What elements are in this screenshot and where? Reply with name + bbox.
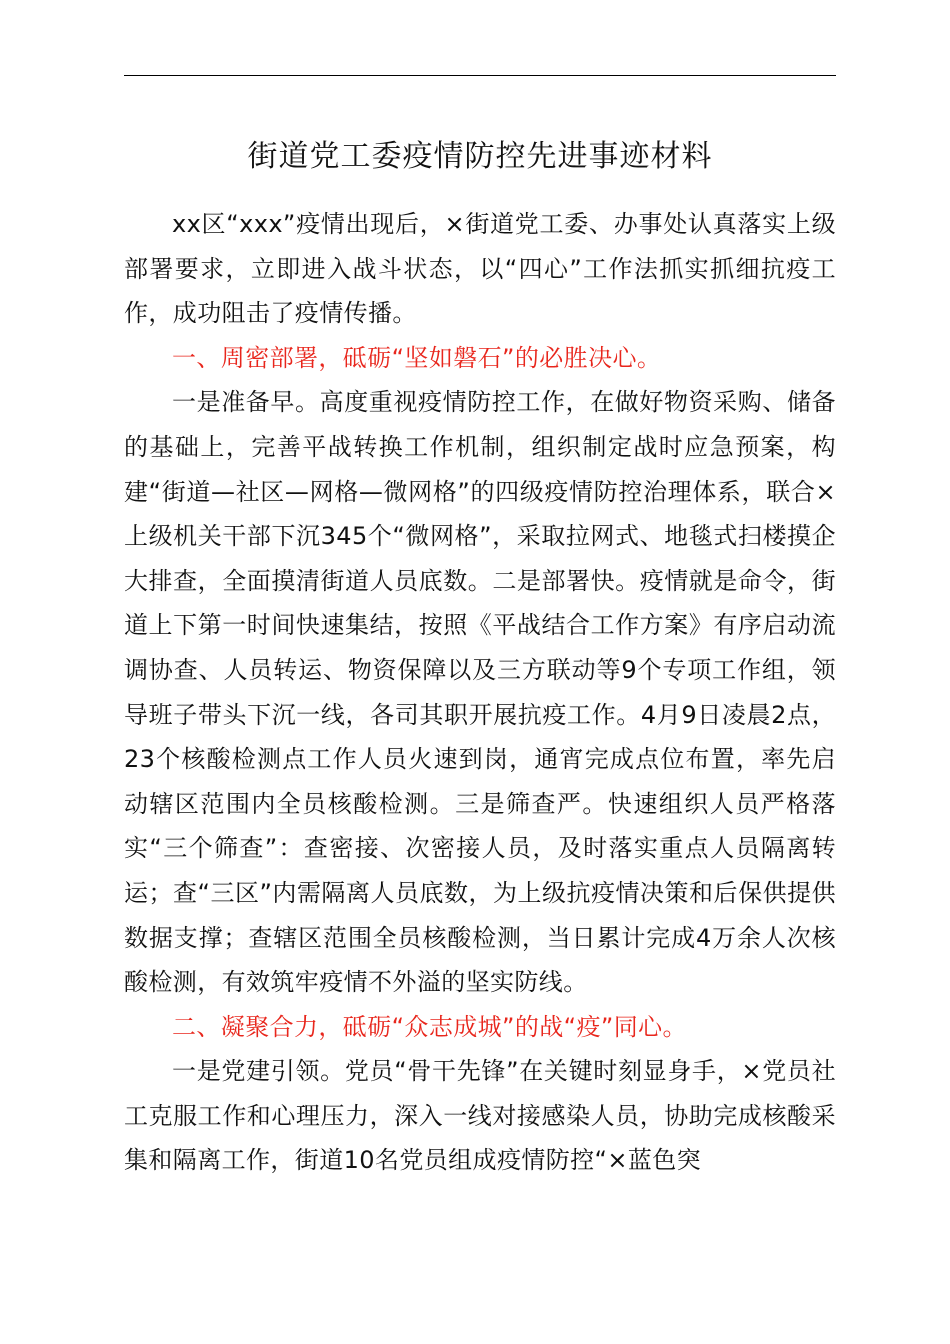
document-body bbox=[124, 202, 836, 1183]
section-heading-2: 二、凝聚合力，砥砺“众志成城”的战“疫”同心。 bbox=[172, 1012, 687, 1041]
section-1-paragraph: 一是准备早。高度重视疫情防控工作，在做好物资采购、储备的基础上，完善平战转换工作机制，组织制定战时应急预案，构建“街道—社区—网格—微网格”的四级疫情防控治理体系，联合×上级机关干部下沉345个“微网格”，采取拉网式、地毯式扫楼摸企大排查，全面摸清街道人员底数。二是部署快。疫情就是命令，街道上下第一时间快速集结，按照《平战结合工作方案》有序启动流调协查、人员转运、物资保障以及三方联动等9个专项工作组，领导班子带头下沉一线，各司其职开展抗疫工作。4月9日凌晨2点，23个核酸检测点工作人员火速到岗，通宵完成点位布置，率先启动辖区范围内全员核酸检测。三是筛查严。快速组织人员严格落实“三个筛查”：查密接、次密接人员，及时落实重点人员隔离转运；查“三区”内需隔离人员底数，为上级抗疫情决策和后保供提供数据支撑；查辖区范围全员核酸检测，当日累计完成4万余人次核酸检测，有效筑牢疫情不外溢的坚实防线。 bbox=[124, 388, 836, 997]
section-2-paragraph: 一是党建引领。党员“骨干先锋”在关键时刻显身手，×党员社工克服工作和心理压力，深入一线对接感染人员，协助完成核酸采集和隔离工作，街道10名党员组成疫情防控“×蓝色突 bbox=[124, 1057, 836, 1175]
section-heading-1: 一、周密部署，砥砺“坚如磐石”的必胜决心。 bbox=[172, 343, 662, 372]
intro-paragraph: xx区“xxx”疫情出现后，×街道党工委、办事处认真落实上级部署要求，立即进入战斗状态，以“四心”工作法抓实抓细抗疫工作，成功阻击了疫情传播。 bbox=[124, 210, 836, 328]
document-title: 街道党工委疫情防控先进事迹材料 bbox=[247, 139, 713, 174]
header-rule bbox=[124, 75, 836, 76]
